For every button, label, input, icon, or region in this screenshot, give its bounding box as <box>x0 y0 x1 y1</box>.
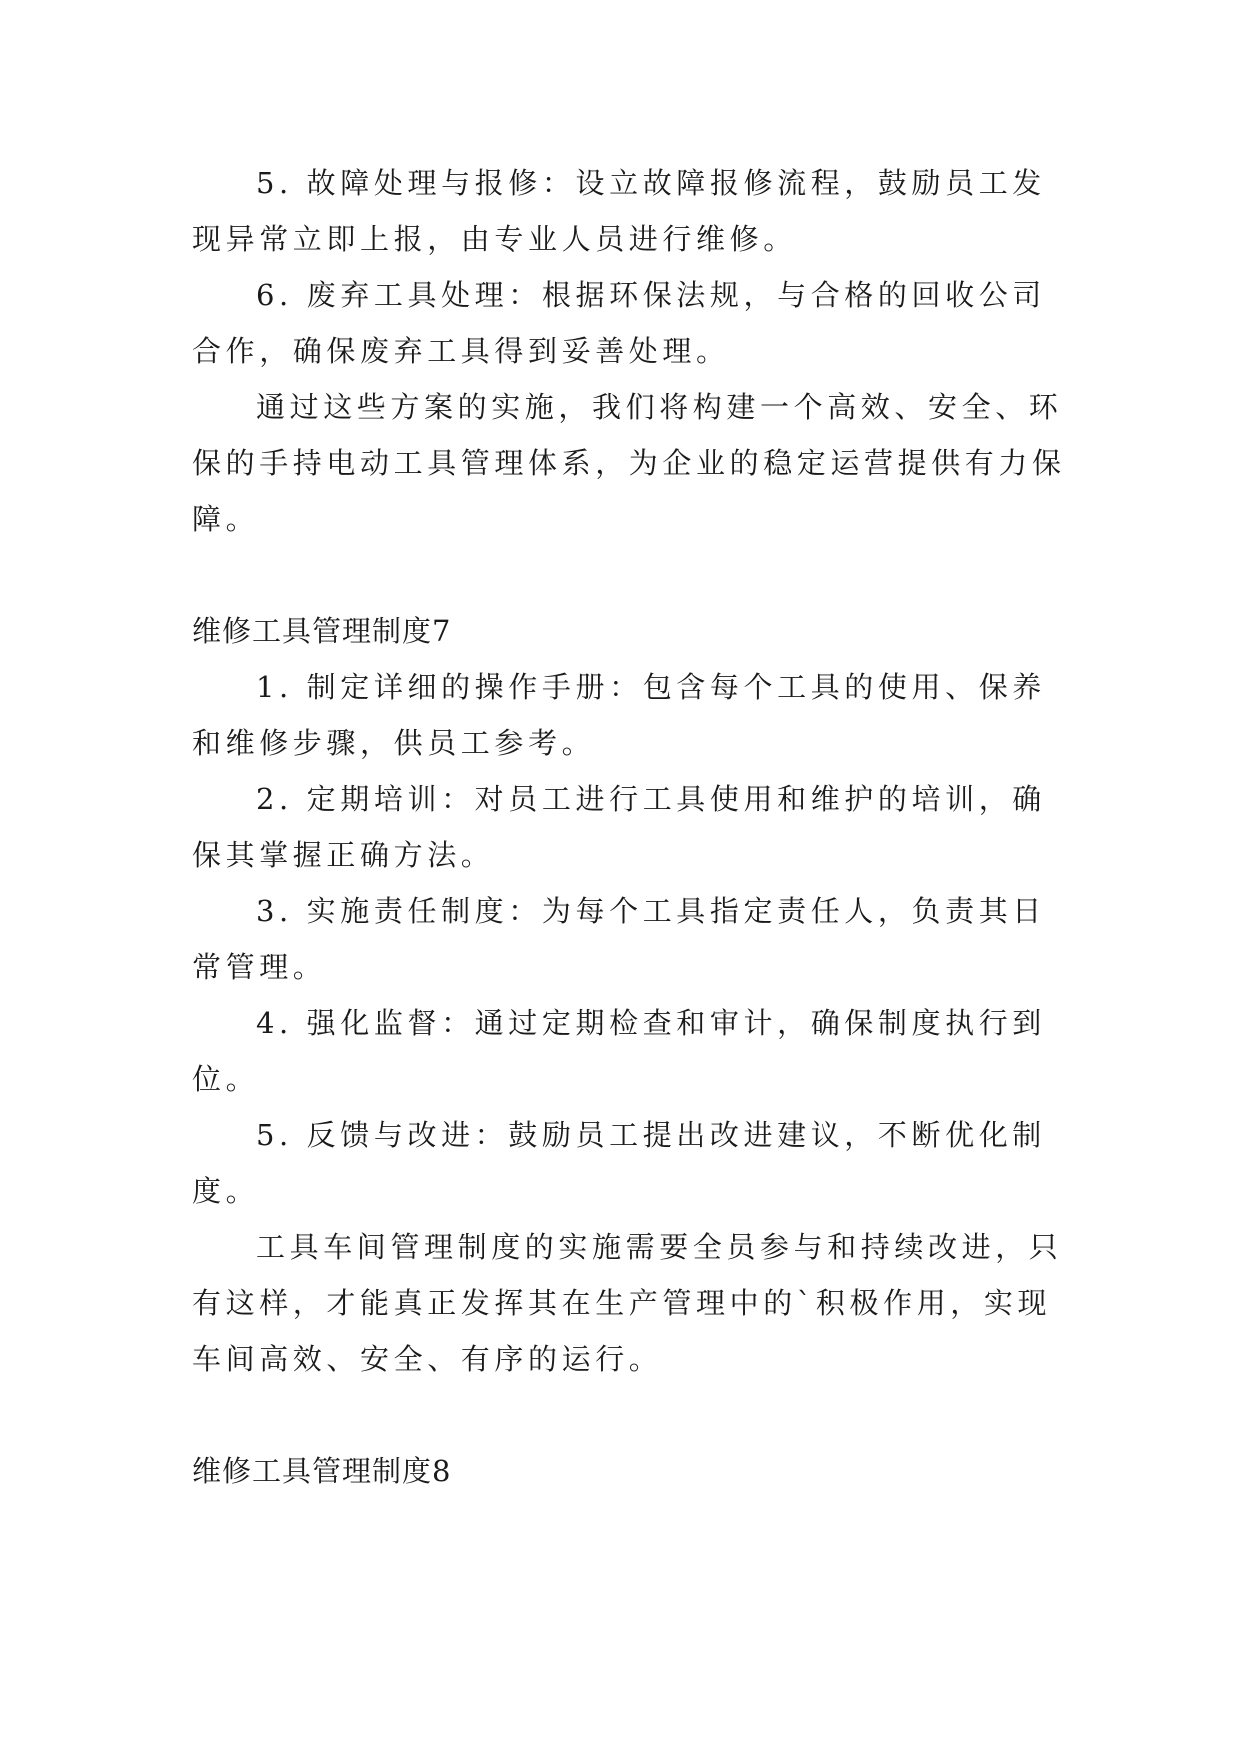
s7-conclusion-line3: 车间高效、安全、有序的运行。 <box>192 1342 663 1376</box>
paragraph-a6-line1: 6. 废弃工具处理：根据环保法规，与合格的回收公司 <box>256 278 1046 312</box>
s7-item4-line1: 4. 强化监督：通过定期检查和审计，确保制度执行到 <box>256 1006 1046 1040</box>
s7-item2-line1: 2. 定期培训：对员工进行工具使用和维护的培训，确 <box>256 782 1046 816</box>
s7-conclusion-line1: 工具车间管理制度的实施需要全员参与和持续改进，只 <box>256 1230 1063 1264</box>
paragraph-a6-line2: 合作，确保废弃工具得到妥善处理。 <box>192 334 730 368</box>
s7-item4-line2: 位。 <box>192 1062 260 1096</box>
section-7-title: 维修工具管理制度7 <box>192 614 452 648</box>
summary-line2: 保的手持电动工具管理体系，为企业的稳定运营提供有力保 <box>192 446 1066 480</box>
s7-item1-line2: 和维修步骤，供员工参考。 <box>192 726 596 760</box>
section-8-title: 维修工具管理制度8 <box>192 1454 452 1488</box>
paragraph-a5-line1: 5. 故障处理与报修：设立故障报修流程，鼓励员工发 <box>256 166 1046 200</box>
s7-item3-line1: 3. 实施责任制度：为每个工具指定责任人，负责其日 <box>256 894 1046 928</box>
s7-item5-line2: 度。 <box>192 1174 260 1208</box>
s7-item3-line2: 常管理。 <box>192 950 327 984</box>
summary-line1: 通过这些方案的实施，我们将构建一个高效、安全、环 <box>256 390 1063 424</box>
paragraph-a5-line2: 现异常立即上报，由专业人员进行维修。 <box>192 222 797 256</box>
s7-conclusion-line2: 有这样，才能真正发挥其在生产管理中的`积极作用，实现 <box>192 1286 1052 1320</box>
s7-item5-line1: 5. 反馈与改进：鼓励员工提出改进建议，不断优化制 <box>256 1118 1046 1152</box>
summary-line3: 障。 <box>192 502 260 536</box>
s7-item1-line1: 1. 制定详细的操作手册：包含每个工具的使用、保养 <box>256 670 1046 704</box>
s7-item2-line2: 保其掌握正确方法。 <box>192 838 495 872</box>
